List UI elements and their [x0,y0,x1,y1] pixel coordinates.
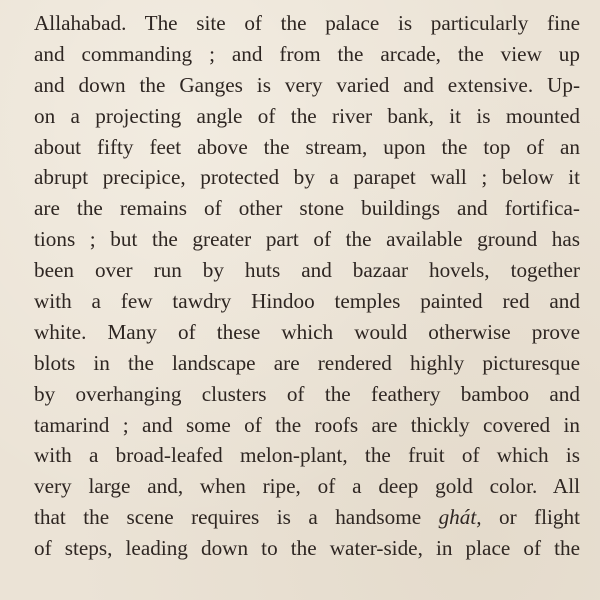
line-segment: or flight [481,505,580,530]
text-line: are the remains of other stone buildings and fortifica- [34,196,580,221]
text-line: and commanding ; and from the arcade, the view up [34,41,580,66]
italic-term: ghát, [438,505,482,530]
text-line: with a broad-leafed melon-plant, the fruit of which is [34,443,580,468]
text-line: tamarind ; and some of the roofs are thickly covered in [34,412,580,437]
body-text [34,8,580,564]
line-segment: that the scene requires is a handsome [34,505,439,530]
text-line: been over run by huts and bazaar hovels, together [34,258,580,283]
text-line: abrupt precipice, protected by a parapet wall ; below it [34,165,580,190]
text-line: about fifty feet above the stream, upon the top of an [34,134,580,159]
text-line: and down the Ganges is very varied and extensive. Up- [34,72,580,97]
text-line: white. Many of these which would otherwise prove [34,319,580,344]
text-line: blots in the landscape are rendered highly picturesque [34,350,580,375]
text-line: by overhanging clusters of the feathery bamboo and [34,381,580,406]
text-line: very large and, when ripe, of a deep gold color. All [34,474,580,499]
text-line: of steps, leading down to the water-side, in place of the [34,536,580,561]
text-line: tions ; but the greater part of the available ground has [34,227,580,252]
text-line: on a projecting angle of the river bank, it is mounted [34,103,580,128]
text-line: Allahabad. The site of the palace is particularly fine [34,11,580,35]
text-line: with a few tawdry Hindoo temples painted red and [34,289,580,314]
text-line-with-italic [34,502,580,533]
